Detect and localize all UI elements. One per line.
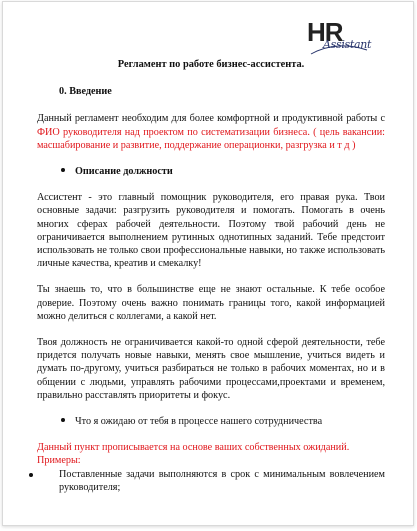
paragraph-1: Ассистент - это главный помощник руководителя, его правая рука. Твои основные задачи: разгрузить руководителя и помогать. Помогать в очень многих сферах рабочей деятельности. Поэтому твой рабочий день не ограничивается выполнением рутинных однотипных заданий. Тебе предстоит использовать не только свои профессиональные навыки, но также использовать личные качества, креатив и смекалку! [37,192,385,270]
hr-assistant-logo [303,17,372,58]
expectations-heading-row [61,415,385,428]
list-item-text: Поставленные задачи выполняются в срок с минимальным вовлечением руководителя; [59,468,385,493]
red-note: Данный пункт прописывается на основе ваших собственных ожиданий. [37,442,350,454]
bullet-icon [37,468,59,494]
paragraph-3: Твоя должность не ограничивается какой-то одной сферой деятельности, тебе придется получать новые навыки, менять свое мышление, учиться видеть и думать по-другому, учиться разбираться не только в рабочих моментах, но и в общении с людьми, управлять рабочими процессами,проектами и временем, правильно расставлять приоритеты и фокус. [37,337,385,401]
intro-text: Данный регламент необходим для более комфортной и продуктивной работы с [37,113,385,125]
list-item [37,468,385,494]
logo-script-text: Assistant [323,38,372,51]
bullet-icon [61,418,65,422]
intro-text-red: ФИО руководителя над проектом по систематизации бизнеса. ( цель вакансии: масшабирование и развитие, поддержание операционки, разгрузка и т д ) [37,126,385,151]
document-body [37,58,385,494]
examples-label: Примеры: [37,455,81,467]
document-page [2,1,414,526]
description-heading: Описание должности [75,166,173,178]
logo-hr-text: HR [307,17,343,47]
document-title: Регламент по работе бизнес-ассистента. [117,59,305,70]
paragraph-2: Ты знаешь то, что в большинстве еще не знают остальные. К тебе особое доверие. Поэтому очень важно понимать границы того, какой информацией можно делиться с коллегами, а какой нет. [37,284,385,322]
intro-heading: 0. Введение [59,86,112,98]
expectations-heading: Что я ожидаю от тебя в процессе нашего сотрудничества [75,416,323,428]
bullet-icon [61,168,65,172]
intro-paragraph [37,112,385,152]
description-heading-row [61,165,385,178]
